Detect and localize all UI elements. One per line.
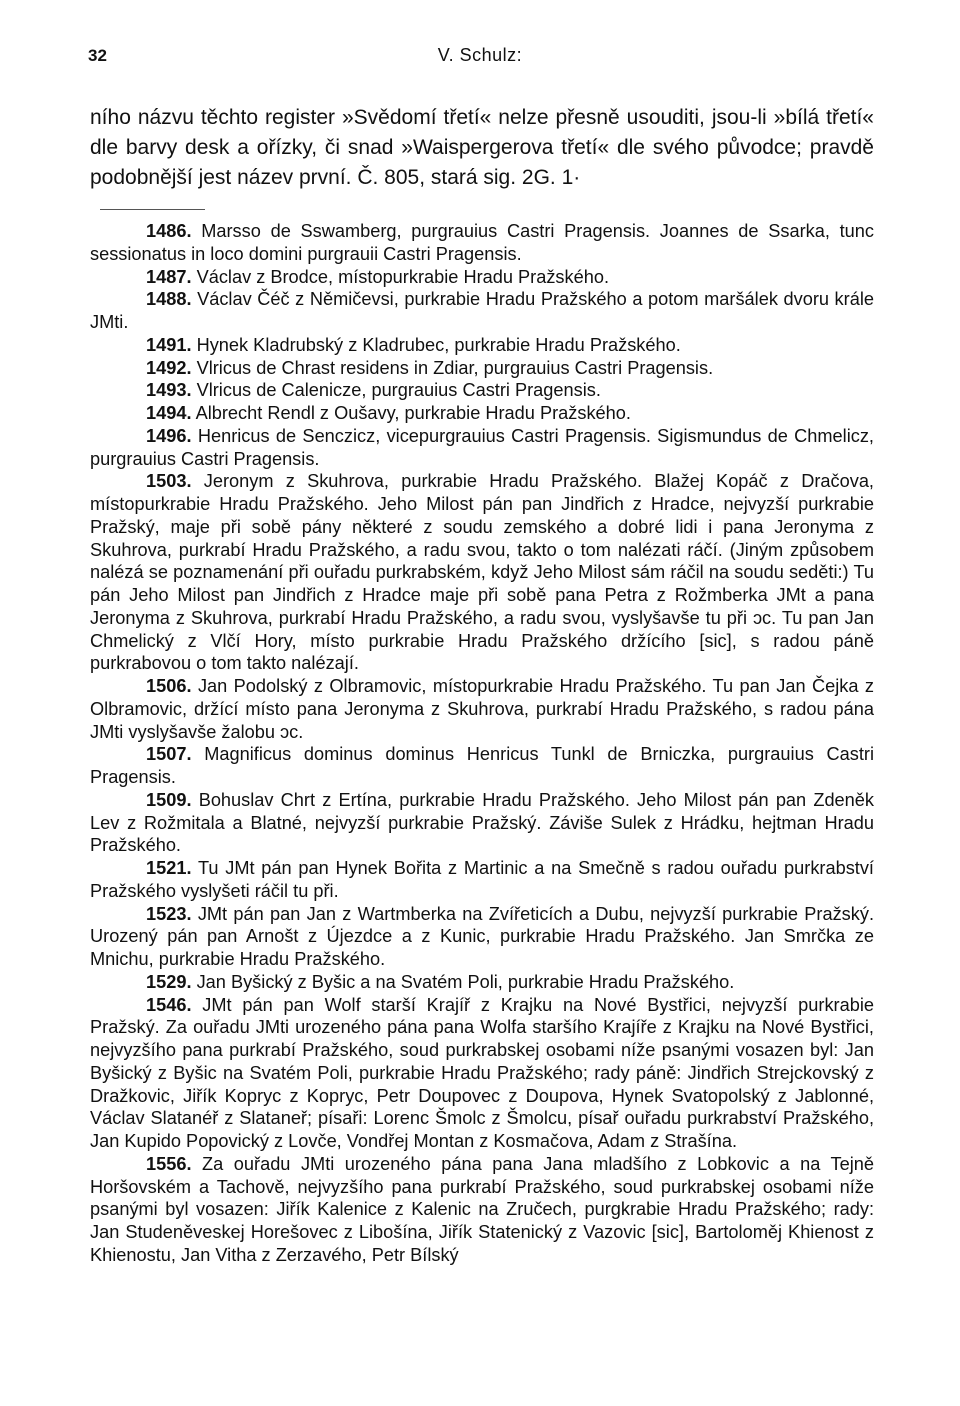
- entry-text: Jan Byšický z Byšic a na Svatém Poli, purkrabie Hradu Pražského.: [196, 971, 735, 992]
- entry-year: 1491.: [146, 334, 192, 355]
- section-divider-rule: [100, 209, 205, 210]
- entry-year: 1546.: [146, 994, 192, 1015]
- entry-1496: [90, 425, 874, 471]
- entry-1509: [90, 789, 874, 857]
- entry-year: 1529.: [146, 971, 192, 992]
- entry-1529: [90, 971, 874, 994]
- entry-1523: [90, 903, 874, 971]
- entry-year: 1509.: [146, 789, 192, 810]
- entry-1486: [90, 220, 874, 266]
- entry-year: 1506.: [146, 676, 192, 696]
- entry-1493: [90, 379, 874, 402]
- entry-text: Václav z Brodce, místopurkrabie Hradu Pražského.: [196, 266, 610, 287]
- entry-1556: [90, 1153, 874, 1267]
- entry-text: Hynek Kladrubský z Kladrubec, purkrabie Hradu Pražského.: [196, 334, 681, 355]
- entry-year: 1486.: [146, 221, 192, 241]
- entry-1492: [90, 357, 874, 380]
- entry-text: Tu JMt pán pan Hynek Bořita z Martinic a na Smečně s radou ouřadu purkrabství Pražského vyslyšeti ráčil tu při.: [90, 858, 874, 901]
- entry-1491: [90, 334, 874, 357]
- entry-1488: [90, 288, 874, 334]
- entry-year: 1523.: [146, 903, 192, 924]
- entry-text: JMt pán pan Wolf starší Krajíř z Krajku na Nové Bystřici, nejvyzší purkrabie Pražský. Za ouřadu JMti urozeného pána pana Wolfa staršího Krajíře z Krajku na Nové Bystřici, nejvyzšího pana purkrabí Pražského, soud purkrabskej osobami níže psanými vosazen byl: Jan Byšický z Byšic na Svatém Poli, purkrabie Hradu Pražského; rady páně: Jindřich Strejckovský z Dražkovic, Jiřík Kopryc z Kopryc, Petr Doupovec z Doupova, Hynek Svatopolský z Jablonné, Václav Slatanéř z Slataneř; písaři: Lorenc Šmolc z Šmolcu, písař ouřadu purkrabství Pražského, Jan Kupido Popovický z Lovče, Vondřej Montan z Kosmačova, Adam z Strašína.: [90, 994, 874, 1151]
- entry-year: 1487.: [146, 266, 192, 287]
- entry-text: Jan Podolský z Olbramovic, místopurkrabie Hradu Pražského. Tu pan Jan Čejka z Olbramovic, držící místo pana Jeronyma z Skuhrova, purkrabí Hradu Pražského, s radou pána JMti vyslyšavše žalobu ɔc.: [90, 676, 874, 742]
- entry-year: 1492.: [146, 357, 192, 378]
- entry-year: 1493.: [146, 380, 192, 401]
- entry-text: Vlricus de Calenicze, purgrauius Castri Pragensis.: [196, 380, 601, 401]
- entry-1546: [90, 994, 874, 1153]
- entry-1494: [90, 402, 874, 425]
- entry-text: JMt pán pan Jan z Wartmberka na Zvířeticích a Dubu, nejvyzší purkrabie Pražský. Urozený pán pan Arnošt z Újezdce a z Kunic, purkrabie Hradu Pražského. Jan Smrčka ze Mnichu, purkrabie Hradu Pražského.: [90, 903, 874, 969]
- entry-year: 1496.: [146, 425, 192, 446]
- entry-1507: [90, 743, 874, 789]
- entry-year: 1503.: [146, 471, 192, 492]
- running-head: V. Schulz:: [437, 45, 523, 65]
- entry-year: 1488.: [146, 289, 192, 310]
- entry-text: Albrecht Rendl z Oušavy, purkrabie Hradu Pražského.: [195, 403, 631, 423]
- entry-year: 1521.: [146, 858, 192, 878]
- entry-1506: [90, 675, 874, 743]
- entry-text: Henricus de Senczicz, vicepurgrauius Castri Pragensis. Sigismundus de Chmelicz, purgrauius Castri Pragensis.: [90, 425, 874, 469]
- page-number: 32: [88, 46, 107, 65]
- entries-list: [90, 220, 874, 1267]
- entry-text: Magnificus dominus dominus Henricus Tunkl de Brniczka, purgrauius Castri Pragensis.: [90, 744, 874, 787]
- entry-text: Marsso de Sswamberg, purgrauius Castri Pragensis. Joannes de Ssarka, tunc sessionatus in loco domini purgrauii Castri Pragensis.: [90, 221, 874, 264]
- entry-1521: [90, 857, 874, 903]
- entry-text: Václav Čéč z Němičevsi, purkrabie Hradu Pražského a potom maršálek dvoru krále JMti.: [90, 289, 874, 332]
- entry-text: Vlricus de Chrast residens in Zdiar, purgrauius Castri Pragensis.: [196, 357, 714, 378]
- entry-year: 1494.: [146, 403, 192, 423]
- entry-text: Bohuslav Chrt z Ertína, purkrabie Hradu Pražského. Jeho Milost pán pan Zdeněk Lev z Rožmitala a Blatné, nejvyzší purkrabie Pražský. Záviše Sulek z Hrádku, hejtman Hradu Pražského.: [90, 789, 874, 856]
- entry-text: Za ouřadu JMti urozeného pána pana Jana mladšího z Lobkovic a na Tejně Horšovském a Tachově, nejvyzšího pana purkrabí Pražského, soud purkrabskej osobami níže psanými byl vosazen: Jiřík Kalenice z Kalenic na Zručech, purgkrabie Hradu Pražského; rady: Jan Studeněveskej Horešovec z Libošína, Jiřík Statenický z Vazovic [sic], Bartoloměj Khienost z Khienostu, Jan Vitha z Zerzavého, Petr Bílský: [90, 1153, 874, 1265]
- entry-year: 1556.: [146, 1153, 192, 1174]
- entry-year: 1507.: [146, 744, 192, 765]
- footnote-continuation: ního názvu těchto register »Svědomí třetí« nelze přesně usouditi, jsou-li »bílá třetí« dle barvy desk a ořízky, či snad »Waispergerova třetí« dle svého původce; pravdě podobnější jest název první. Č. 805, stará sig. 2G. 1·: [90, 106, 874, 189]
- entry-1487: [90, 266, 874, 289]
- entry-1503: [90, 470, 874, 675]
- entry-text: Jeronym z Skuhrova, purkrabie Hradu Pražského. Blažej Kopáč z Dračova, místopurkrabie Hradu Pražského. Jeho Milost pán pan Jindřich z Hradce, nejvyzší purkrabie Pražský, maje při sobě pány některé z soudu zemského a dobré lidi i pana Jeronyma z Skuhrova, purkrabí Hradu Pražského, a radu svou, takto o tom nalézati ráčí. (Jiným způsobem nalézá se poznamenání při ouřadu purkrabském, když Jeho Milost sám ráčil na soudu seděti:) Tu pán Jeho Milost pan Jindřich z Hradce maje při sobě pana Petra z Rožmberka JMt a pana Jeronyma z Skuhrova, purkrabí Hradu Pražského, a radu svou, vyslyšavše tu při ɔc. Tu pan Jan Chmelický z Vlčí Hory, místo purkrabie Hradu Pražského držícího [sic], s radou páně purkrabovou o tom takto nalézají.: [90, 471, 874, 674]
